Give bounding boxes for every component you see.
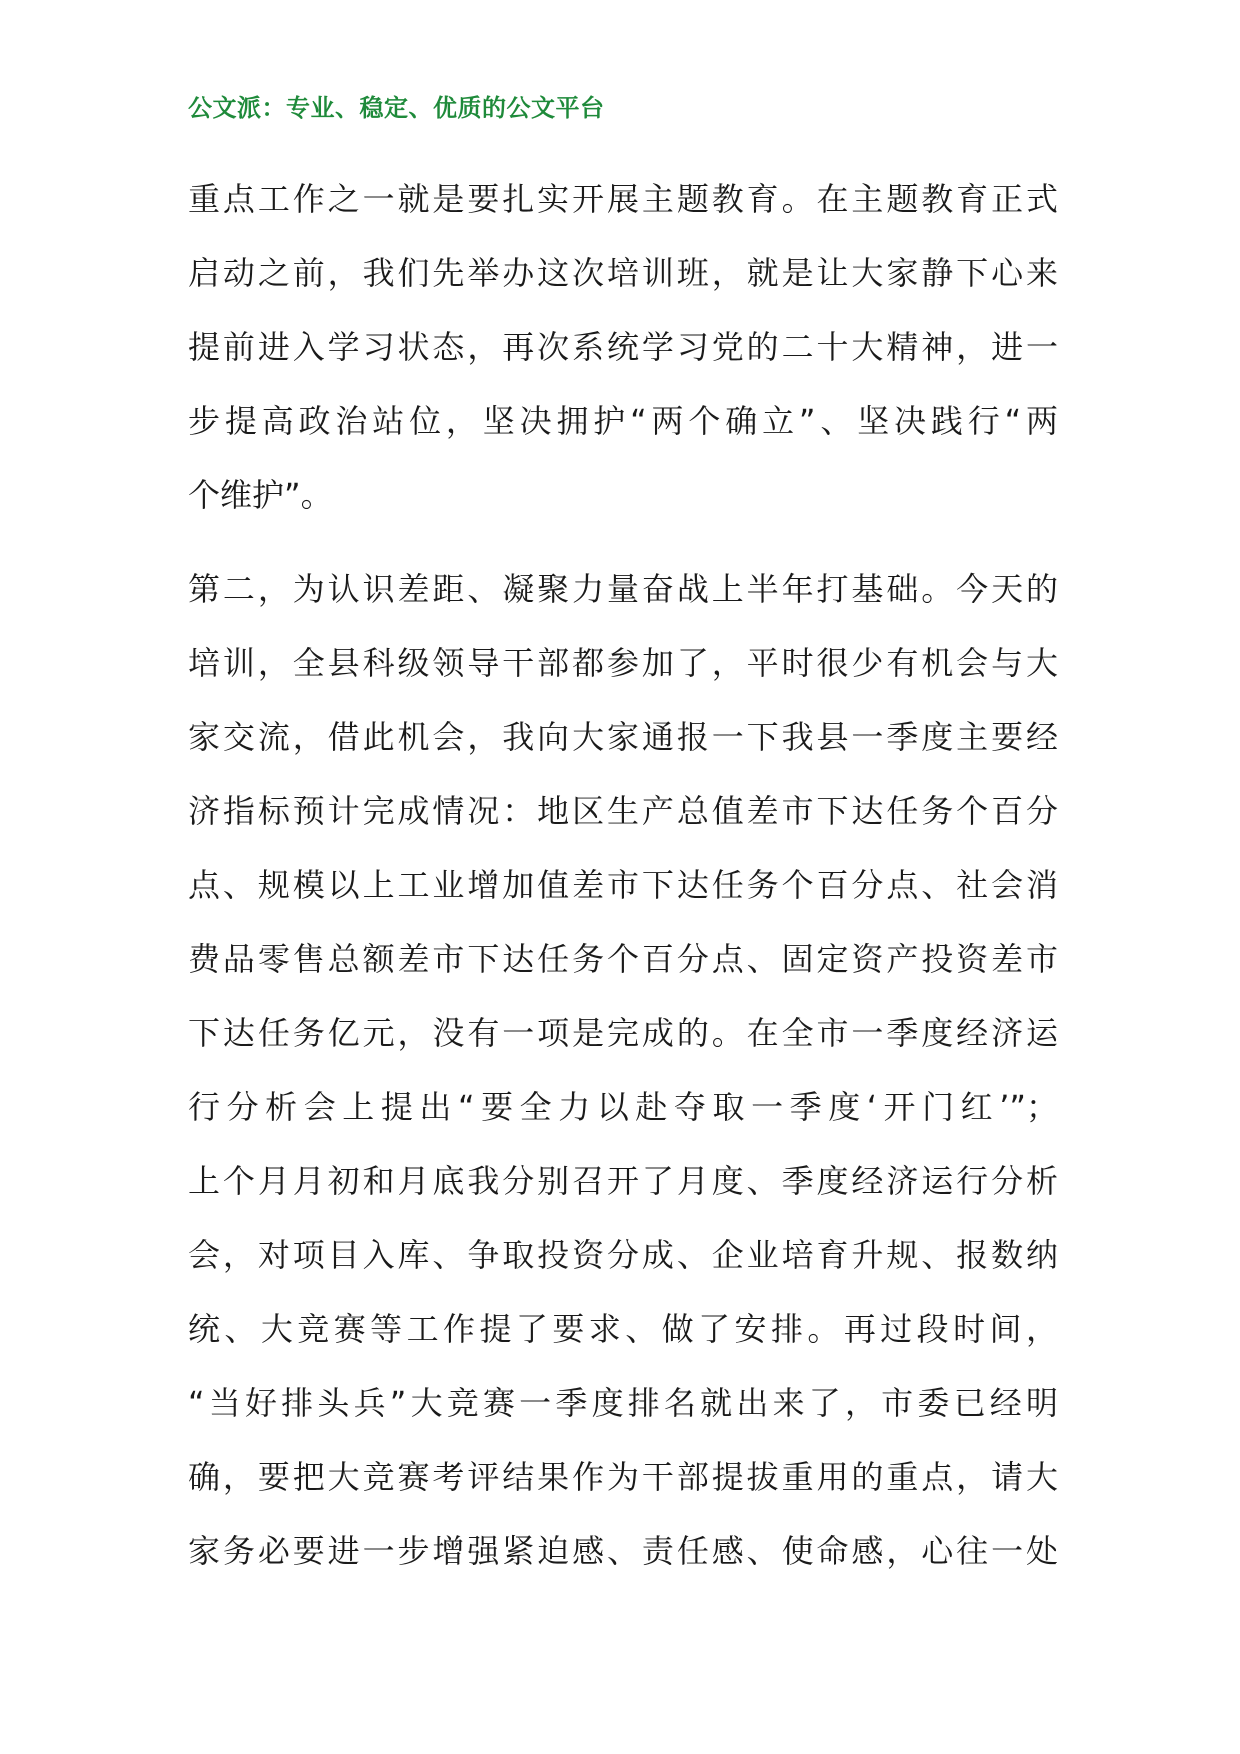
paragraph-2 bbox=[188, 552, 1058, 1588]
text-line: 济指标预计完成情况：地区生产总值差市下达任务个百分 bbox=[188, 792, 1058, 830]
text-line: 重点工作之一就是要扎实开展主题教育。在主题教育正式 bbox=[188, 180, 1058, 218]
text-line: 提前进入学习状态，再次系统学习党的二十大精神，进一 bbox=[188, 328, 1058, 366]
text-line: 家务必要进一步增强紧迫感、责任感、使命感，心往一处 bbox=[188, 1532, 1058, 1570]
body-text bbox=[188, 162, 1058, 1588]
text-line: 确，要把大竞赛考评结果作为干部提拔重用的重点，请大 bbox=[188, 1458, 1058, 1496]
paragraph-spacer bbox=[188, 532, 1058, 552]
text-line: “当好排头兵”大竞赛一季度排名就出来了，市委已经明 bbox=[188, 1384, 1058, 1422]
text-line: 点、规模以上工业增加值差市下达任务个百分点、社会消 bbox=[188, 866, 1058, 904]
text-line: 上个月月初和月底我分别召开了月度、季度经济运行分析 bbox=[188, 1162, 1058, 1200]
text-line: 会，对项目入库、争取投资分成、企业培育升规、报数纳 bbox=[188, 1236, 1058, 1274]
paragraph-1 bbox=[188, 162, 1058, 532]
text-line: 行分析会上提出“要全力以赴夺取一季度‘开门红’”； bbox=[188, 1088, 1058, 1126]
text-line: 培训，全县科级领导干部都参加了，平时很少有机会与大 bbox=[188, 644, 1058, 682]
text-line: 费品零售总额差市下达任务个百分点、固定资产投资差市 bbox=[188, 940, 1058, 978]
text-line: 统、大竞赛等工作提了要求、做了安排。再过段时间， bbox=[188, 1310, 1058, 1348]
text-line: 第二，为认识差距、凝聚力量奋战上半年打基础。今天的 bbox=[188, 570, 1058, 608]
page-header: 公文派：专业、稳定、优质的公文平台 bbox=[188, 94, 605, 122]
text-line: 下达任务亿元，没有一项是完成的。在全市一季度经济运 bbox=[188, 1014, 1058, 1052]
text-line: 家交流，借此机会，我向大家通报一下我县一季度主要经 bbox=[188, 718, 1058, 756]
text-line: 启动之前，我们先举办这次培训班，就是让大家静下心来 bbox=[188, 254, 1058, 292]
text-line: 个维护”。 bbox=[188, 476, 333, 514]
text-line: 步提高政治站位，坚决拥护“两个确立”、坚决践行“两 bbox=[188, 402, 1058, 440]
